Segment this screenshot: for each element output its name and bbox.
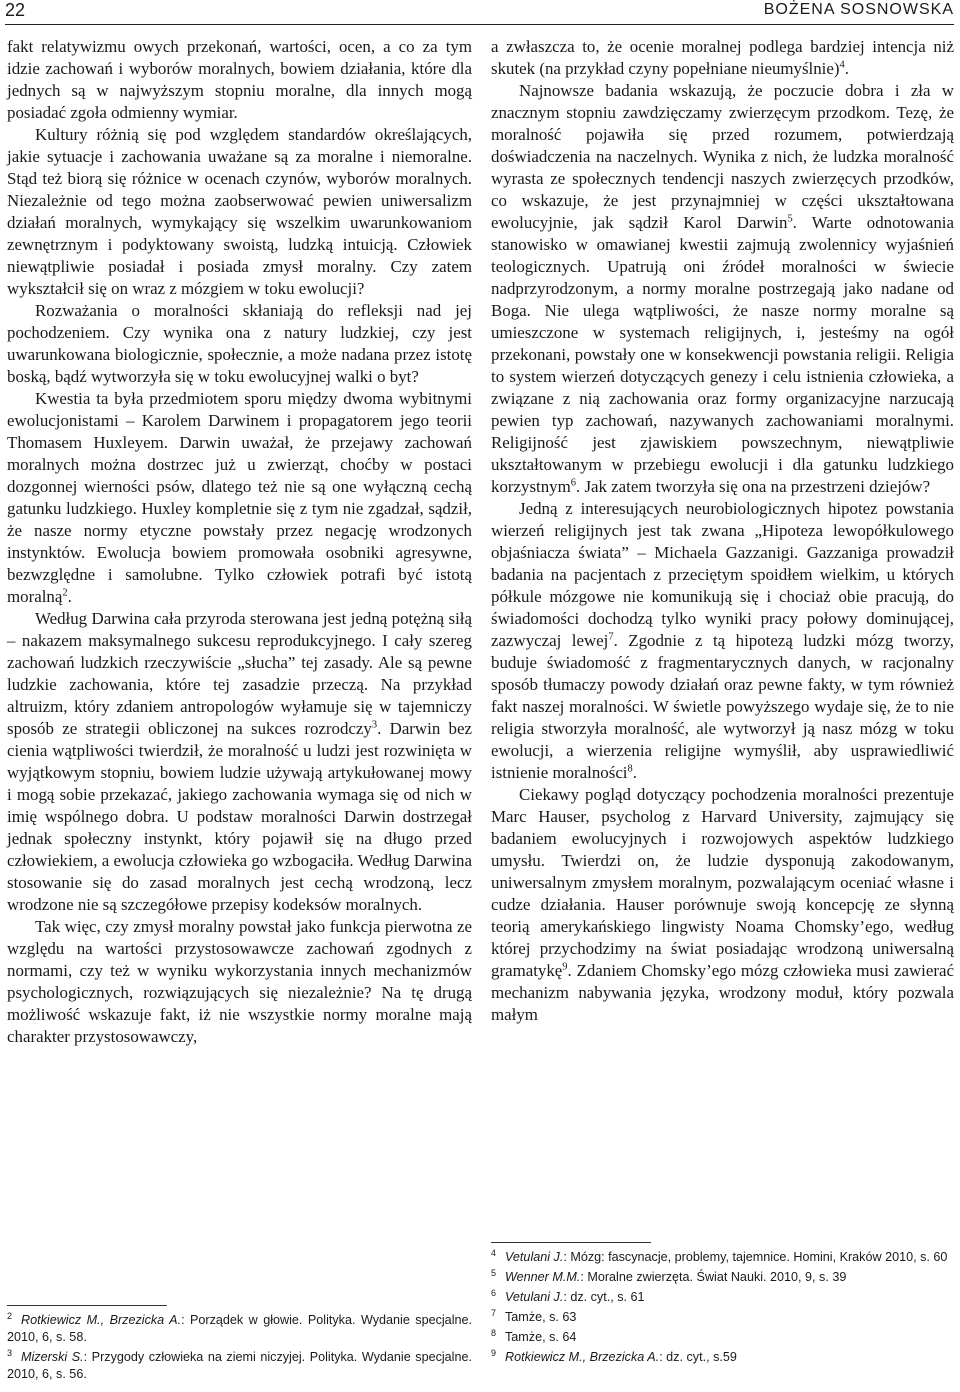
footnote-ref[interactable]: 6 xyxy=(570,477,576,489)
footnote-author: Mizerski S. xyxy=(21,1350,84,1364)
footnote: 5 Wenner M.M.: Moralne zwierzęta. Świat Nauki. 2010, 9, s. 39 xyxy=(491,1267,847,1284)
paragraph: Jedną z interesujących neurobiologicznych hipotez powstania wierzeń religijnych jest tak zwana „Hipoteza lewopółkulowego objaśniacza świata” – Michaela Gazzanigi. Gazzaniga prowadził badania na pacjentach z przeciętym spoidłem wielkim, u których półkule mózgowe nie komunikują się i chociaż obie pracują, do świadomości dochodzą tylko wyniki pracy połowy dominującej, zazwyczaj lewej$^7$. Zgodnie z tą hipotezą ludzki mózg tworzy, buduje świadomość z fragmentarycznych danych, w racjonalny sposób tłumaczy powody działań oraz pewne fakty, w tym również fakt naszej moralności. W świetle powyższego wydaje się, że to nie religia stworzyła moralność, ale wytworzył ją nasz mózg w toku ewolucji, a wierzenia religijne wymyślił, aby usprawiedliwić istnienie moralności$^8$. xyxy=(491,499,954,782)
paragraph-text: a zwłaszcza to, że ocenie moralnej podlega bardziej intencja niż skutek (na przykład czyny popełniane nieumyślnie) xyxy=(491,37,954,78)
footnote-text: Tamże, s. 64 xyxy=(505,1330,577,1344)
footnote: 7 Tamże, s. 63 xyxy=(491,1307,577,1324)
footnote: 8 Tamże, s. 64 xyxy=(491,1327,577,1344)
paragraph-text: . Darwin bez cienia wątpliwości twierdził, że moralność u ludzi jest rozwinięta w wyjątkowym stopniu, bowiem ludzie używają artykułowanej mowy i mogą sobie przekazać, jakiego zachowania wymaga się od nich w imię wspólnego dobra. U podstaw moralności Darwin dostrzegał jednak społeczny instynkt, który pojawił się na długo przed człowiekiem, a ewolucja człowieka go wzbogaciła. Według Darwina stosowanie się do zasad moralnych jest cechą wrodzoną, lecz wrodzone nie są szczegółowe przepisy kodeksów moralnych. xyxy=(7,719,472,914)
footnote-ref[interactable]: 9 xyxy=(562,961,568,973)
paragraph-text: . Zgodnie z tą hipotezą ludzki mózg tworzy, buduje świadomość z fragmentarycznych danych, w racjonalny sposób tłumaczy powody działań oraz pewne fakty, w tym również fakt naszej moralności. W świetle powyższego wydaje się, że to nie religia stworzyła moralność, ale wytworzył ją nasz mózg w toku ewolucji, a wierzenia religijne wymyślił, aby usprawiedliwić istnienie moralności xyxy=(491,631,954,782)
footnote-ref[interactable]: 8 xyxy=(627,763,633,775)
footnote-text: Tamże, s. 63 xyxy=(505,1310,577,1324)
paragraph: a zwłaszcza to, że ocenie moralnej podlega bardziej intencja niż skutek (na przykład czyny popełniane nieumyślnie)$^4$. xyxy=(491,37,954,78)
footnote-ref[interactable]: 7 xyxy=(608,631,614,643)
footnote: 6 Vetulani J.: dz. cyt., s. 61 xyxy=(491,1287,645,1304)
footnotes-right xyxy=(491,1242,954,1369)
right-column-body xyxy=(491,36,954,1026)
footnotes-left xyxy=(7,1305,472,1386)
paragraph-text: . Warte odnotowania stanowisko w omawianej kwestii zajmują zwolennicy wyjaśnień teologicznych. Upatrują oni źródeł moralności w świecie nadprzyrodzonym, a normy moralne postrzegają jako nadane od Boga. Nie ulega wątpliwości, że nasze normy moralne są umieszczone w systemach religijnych, i, jesteśmy na ogół przekonani, powstały one w konsekwencji powstania religii. Religia to system wierzeń dotyczących genezy i celu istnienia człowieka, a związane z nią zachowania oraz formy organizacyjne narzucają pewien typ zachowań, nazywanych zachowaniami moralnymi. Religijność jest zjawiskiem powszechnym, niewątpliwie ukształtowanym w przebiegu ewolucji i dla gatunku ludzkiego korzystnym xyxy=(491,213,954,496)
footnote-author: Vetulani J. xyxy=(505,1250,564,1264)
footnote-author: Wenner M.M. xyxy=(505,1270,581,1284)
paragraph: Tak więc, czy zmysł moralny powstał jako funkcja pierwotna ze względu na wartości przystosowawcze zachowań zgodnych z normami, czy też w wyniku wykorzystania innych mechanizmów psychologicznych, rozwiązujących się niezależnie? Na tę drugą możliwość wskazuje fakt, iż nie wszystkie normy moralne mają charakter przystosowawczy, xyxy=(7,917,472,1046)
footnote-text: : Porządek w głowie. Polityka. Wydanie specjalne. 2010, 6, s. 58. xyxy=(7,1313,472,1344)
paragraph xyxy=(7,608,472,916)
paragraph: fakt relatywizmu owych przekonań, wartości, ocen, a co za tym idzie zachowań i wyborów moralnych, bowiem działania, które dla jednych są w najwyższym stopniu moralne, dla innych mogą posiadać zgoła odmienny wymiar. xyxy=(7,37,472,122)
paragraph-text: Ciekawy pogląd dotyczący pochodzenia moralności prezentuje Marc Hauser, psycholog z Harvard University, zajmujący się badaniem ewolucyjnych i rozwojowych aspektów ludzkiego umysłu. Twierdzi on, że ludzie dysponują zakodowanym, uniwersalnym zmysłem moralnym, pozwalającym oceniać własne i cudze działania. Hauser porównuje swoją koncepcję ze słynną teorią amerykańskiego lingwisty Noama Chomsky’ego, według której przychodzimy na świat posiadając wrodzoną uniwersalną gramatykę xyxy=(491,785,954,980)
footnote-text: : Przygody człowieka na ziemi niczyjej. Polityka. Wydanie specjalne. 2010, 6, s. 56. xyxy=(7,1350,472,1381)
paragraph: Kultury różnią się pod względem standardów określających, jakie sytuacje i zachowania uważane są za moralne i niemoralne. Stąd też biorą się różnice w ocenach czynów, wyborów moralnych. Niezależnie od tego można zaobserwować pewien uniwersalizm działań moralnych, wymykający się wszelkim uwarunkowaniom zewnętrznym i podyktowany swoistą, ludzką intuicją. Człowiek niewątpliwie posiadał i posiada zmysł moralny. Czy zatem wykształcił się on wraz z mózgiem w toku ewolucji? xyxy=(7,125,472,298)
footnote-text: : Mózg: fascynacje, problemy, tajemnice. Homini, Kraków 2010, s. 60 xyxy=(563,1250,948,1264)
footnote-ref[interactable]: 4 xyxy=(839,59,845,71)
right-column xyxy=(491,36,954,1392)
page-number: 22 xyxy=(5,0,26,20)
paragraph xyxy=(491,784,954,1026)
paragraph-text: Według Darwina cała przyroda sterowana jest jedną potężną siłą – nakazem maksymalnego sukcesu reprodukcyjnego. I cały szereg zachowań ludzkich rzeczywiście „słucha” tej zasady. Ale są pewne ludzkie zachowania, które tej zasadzie przeczą. Na przykład altruizm, który zdaniem antropologów wyłamuje się w tajemniczy sposób ze strategii obliczonej na sukces rozrodczy xyxy=(7,609,472,738)
paragraph: Kwestia ta była przedmiotem sporu między dwoma wybitnymi ewolucjonistami – Karolem Darwinem i propagatorem jego teorii Thomasem Huxleyem. Darwin uważał, że przejawy zachowań moralnych można dostrzec już u zwierząt, choćby w postaci dozgonnej wierności psów, dlatego też nie są one wyłączną cechą gatunku ludzkiego. Huxley kompletnie się z tym nie zgadzał, sądził, że nasze normy etyczne powstały przez negację wrodzonych instynktów. Ewolucja bowiem promowała osobniki agresywne, bezwzględne i samolubne. Tylko człowiek potrafi być istotą moralną$^2$. xyxy=(7,389,472,606)
footnote-text: : dz. cyt., s. 61 xyxy=(563,1290,645,1304)
footnote-ref[interactable]: 3 xyxy=(371,719,378,731)
footnote-author: Rotkiewicz M., Brzezicka A. xyxy=(21,1313,182,1327)
paragraph xyxy=(491,80,954,498)
paragraph-text: . Zdaniem Chomsky’ego mózg człowieka musi zawierać mechanizm nabywania języka, wrodzony moduł, który pozwala małym xyxy=(491,961,954,1024)
footnote-text: : Moralne zwierzęta. Świat Nauki. 2010, 9, s. 39 xyxy=(580,1270,847,1284)
running-header-author: BOŻENA SOSNOWSKA xyxy=(763,1,954,18)
footnote-ref[interactable]: 2 xyxy=(62,587,68,599)
left-column xyxy=(7,36,472,1392)
footnote-text: : dz. cyt., s.59 xyxy=(659,1350,737,1364)
running-header xyxy=(5,0,954,25)
footnote: 9 Rotkiewicz M., Brzezicka A.: dz. cyt., s.59 xyxy=(491,1347,737,1364)
paragraph: Rozważania o moralności skłaniają do refleksji nad jej pochodzeniem. Czy wynika ona z natury ludzkiej, czy jest uwarunkowana biologicznie, społecznie, a może nadana przez istotę boską, bądź wytworzyła się w toku ewolucyjnej walki o byt? xyxy=(7,301,472,386)
paragraph-text: Najnowsze badania wskazują, że poczucie dobra i zła w znacznym stopniu zawdzięczamy zwierzęcym przodkom. Tezę, że moralność pojawiła się przed rozumem, potwierdzają doświadczenia na naczelnych. Wynika z nich, że ludzka moralność wyrasta ze społecznych tendencji naszych zwierzęcych przodków, co wskazuje, że jest przynajmniej w części ukształtowana ewolucyjnie, jak sądził Karol Darwin xyxy=(491,81,954,232)
footnote-author: Rotkiewicz M., Brzezicka A. xyxy=(505,1350,660,1364)
paragraph-text: Kwestia ta była przedmiotem sporu między dwoma wybitnymi ewolucjonistami – Karolem Darwinem i propagatorem jego teorii Thomasem Huxleyem. Darwin uważał, że przejawy zachowań moralnych można dostrzec już u zwierząt, choćby w postaci dozgonnej wierności psów, dlatego też nie są one wyłączną cechą gatunku ludzkiego. Huxley kompletnie się z tym nie zgadzał, sądził, że nasze normy etyczne powstały przez negację wrodzonych instynktów. Ewolucja bowiem promowała osobniki agresywne, bezwzględne i samolubne. Tylko człowiek potrafi być istotą moralną xyxy=(7,389,472,606)
footnote: 3 Mizerski S.: Przygody człowieka na ziemi niczyjej. Polityka. Wydanie specjalne. 2010, 6, s. 56. xyxy=(7,1347,472,1381)
paragraph-text: . Jak zatem tworzyła się ona na przestrzeni dziejów? xyxy=(576,477,931,496)
footnote-rule xyxy=(491,1242,651,1243)
footnote: 2 Rotkiewicz M., Brzezicka A.: Porządek w głowie. Polityka. Wydanie specjalne. 2010, 6, s. 58. xyxy=(7,1310,472,1344)
footnote-author: Vetulani J. xyxy=(505,1290,564,1304)
left-column-body xyxy=(7,36,472,1048)
footnote-ref[interactable]: 5 xyxy=(787,213,793,225)
footnote-rule xyxy=(7,1305,167,1306)
paragraph-text: Jedną z interesujących neurobiologicznych hipotez powstania wierzeń religijnych jest tak zwana „Hipoteza lewopółkulowego objaśniacza świata” – Michaela Gazzanigi. Gazzaniga prowadził badania na pacjentach z przeciętym spoidłem wielkim, u których półkule mózgowe nie komunikują się i chociaż obie pracują, do świadomości dochodzą tylko wyniki pracy połowy dominującej, zazwyczaj lewej xyxy=(491,499,954,650)
footnote: 4 Vetulani J.: Mózg: fascynacje, problemy, tajemnice. Homini, Kraków 2010, s. 60 xyxy=(491,1247,948,1264)
